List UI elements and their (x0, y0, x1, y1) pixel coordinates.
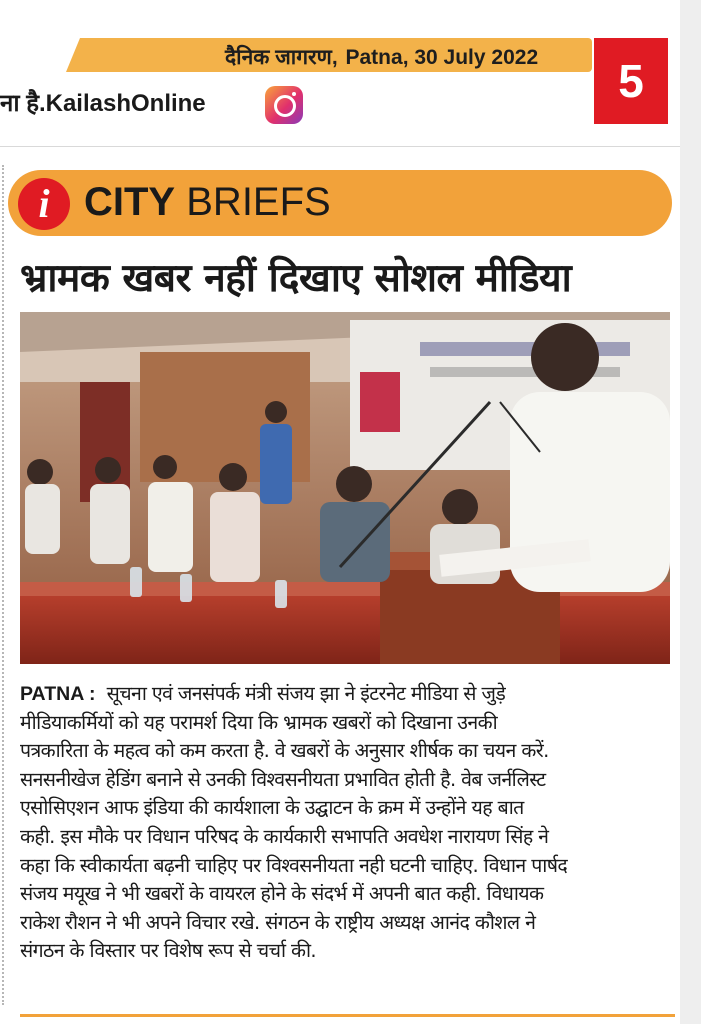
event-photo-illustration (20, 312, 670, 664)
article-body (20, 680, 672, 966)
column-divider (2, 165, 4, 1005)
article-line: पत्रकारिता के महत्व को कम करता है. वे खबरों के अनुसार शीर्षक का चयन करें. (20, 739, 549, 763)
instagram-icon (265, 86, 303, 124)
article-line: संजय मयूख ने भी खबरों के वायरल होने के संदर्भ में अपनी बात कही. विधायक (20, 882, 544, 906)
section-title (84, 180, 331, 225)
page-number: 5 (594, 38, 668, 124)
article-photo (20, 312, 670, 664)
section-title-light: BRIEFS (186, 180, 331, 224)
article-line-text: सूचना एवं जनसंपर्क मंत्री संजय झा ने इंटरनेट मीडिया से जुड़े (106, 682, 506, 705)
masthead: दैनिक जागरण, Patna, 30 July 2022 (225, 46, 539, 69)
page-edge (680, 0, 701, 1024)
masthead-paper: दैनिक जागरण (225, 46, 332, 69)
masthead-city: Patna (345, 46, 403, 69)
article-line: संगठन के विस्तार पर विशेष रूप से चर्चा की. (20, 939, 317, 963)
info-icon: i (18, 178, 70, 230)
article-line: एसोसिएशन आफ इंडिया की कार्यशाला के उद्घाटन के क्रम में उन्होंने यह बात (20, 796, 524, 820)
bottom-divider (20, 1014, 675, 1017)
article-line: कहा कि स्वीकार्यता बढ़नी चाहिए पर विश्वसनीयता नही घटनी चाहिए. विधान पार्षद (20, 853, 568, 877)
article-dateline: PATNA : (20, 683, 96, 705)
divider (0, 146, 680, 147)
section-title-bold: CITY (84, 180, 176, 224)
article-headline: भ्रामक खबर नहीं दिखाए सोशल मीडिया (20, 256, 572, 301)
article-line: कही. इस मौके पर विधान परिषद के कार्यकारी सभापति अवधेश नारायण सिंह ने (20, 824, 549, 848)
social-handle: ना है.KailashOnline (0, 90, 206, 117)
article-line (20, 680, 672, 709)
masthead-date: 30 July 2022 (414, 46, 539, 69)
article-line: राकेश रौशन ने भी अपने विचार रखे. संगठन के राष्ट्रीय अध्यक्ष आनंद कौशल ने (20, 910, 536, 934)
article-line: सनसनीखेज हेडिंग बनाने से उनकी विश्वसनीयता प्रभावित होती है. वेब जर्नलिस्ट (20, 767, 546, 791)
article-line: मीडियाकर्मियों को यह परामर्श दिया कि भ्रामक खबरों को दिखाना उनकी (20, 710, 498, 734)
